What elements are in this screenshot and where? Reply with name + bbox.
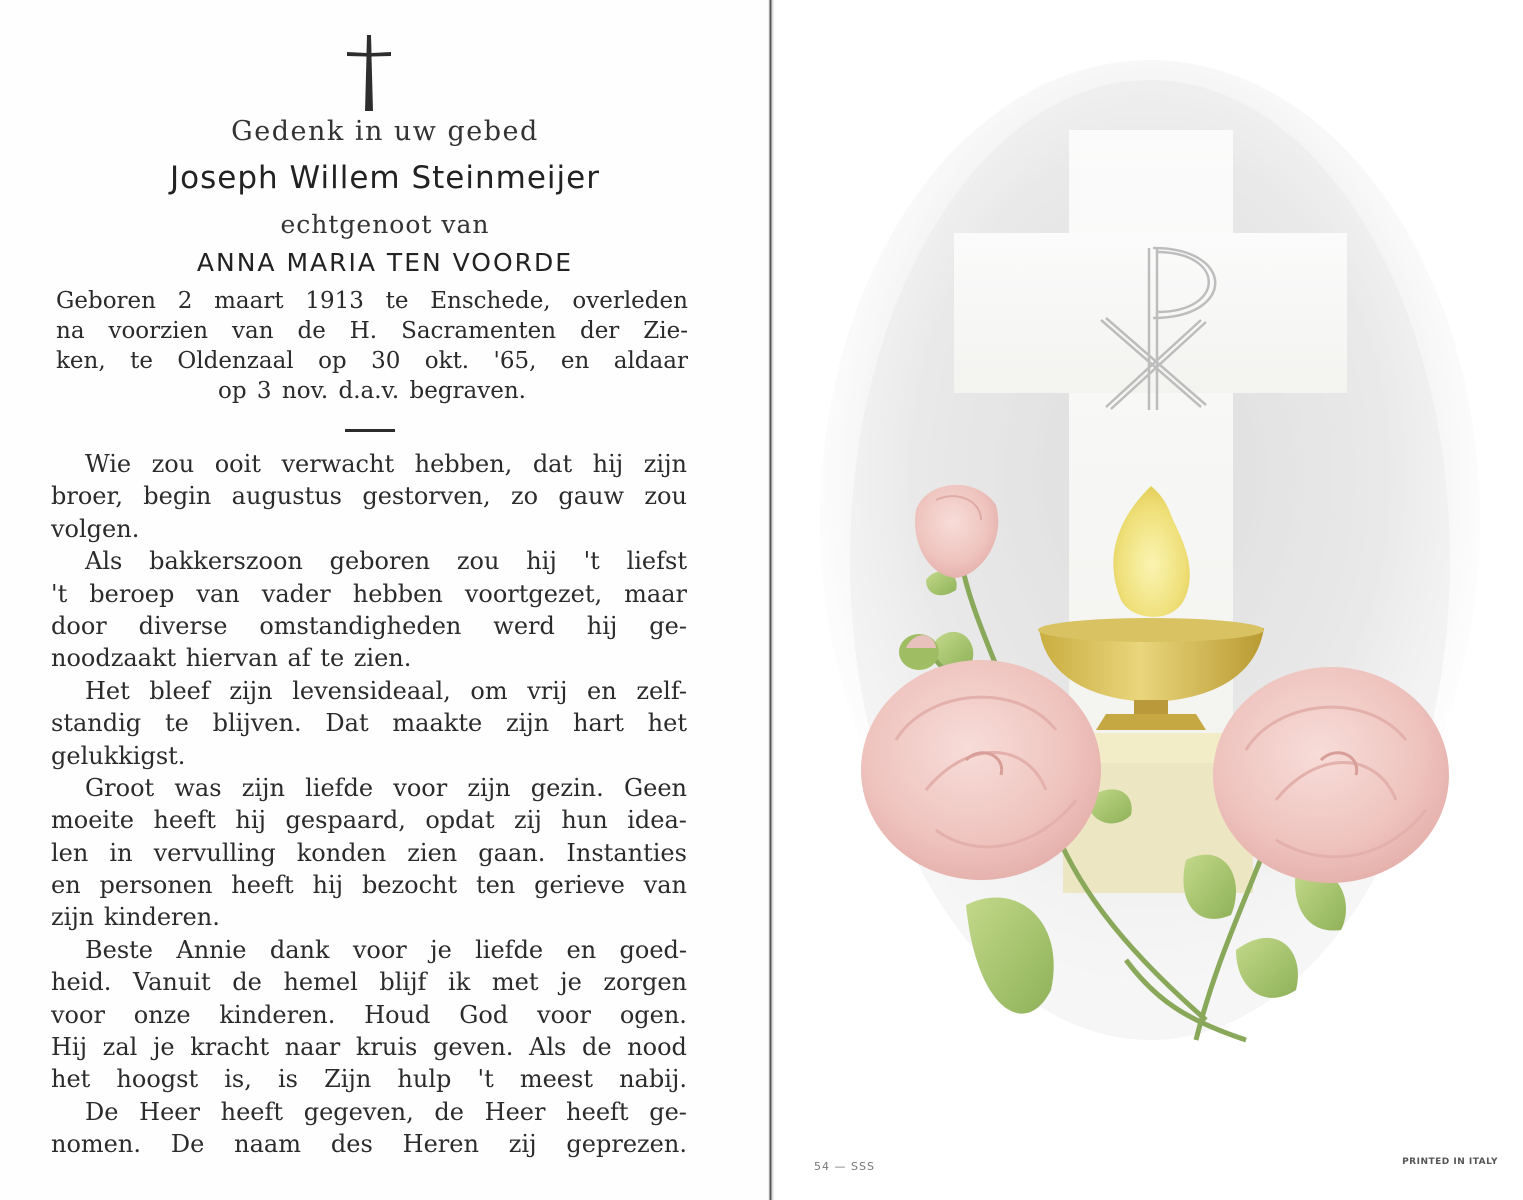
intro-line: Gedenk in uw gebed: [231, 116, 539, 147]
bio-line: Geboren 2 maart 1913 te Enschede, overleden: [56, 288, 688, 314]
tribute-line: De Heer heeft gegeven, de Heer heeft ge-: [85, 1097, 687, 1126]
bio-line: op 3 nov. d.a.v. begraven.: [218, 378, 526, 404]
tribute-line: zijn kinderen.: [51, 903, 220, 932]
deceased-name: Joseph Willem Steinmeijer: [170, 160, 600, 196]
tribute-line: door diverse omstandigheden werd hij ge-: [51, 611, 687, 640]
tribute-line: voor onze kinderen. Houd God voor ogen.: [51, 1000, 687, 1029]
print-code: 54 — SSS: [814, 1160, 875, 1173]
tribute-line: Beste Annie dank voor je liefde en goed-: [85, 935, 687, 964]
tribute-line: Wie zou ooit verwacht hebben, dat hij zijn: [85, 450, 687, 478]
rose-left: [861, 660, 1101, 880]
bio-line: na voorzien van de H. Sacramenten der Zie-: [56, 318, 688, 344]
tribute-line: standig te blijven. Dat maakte zijn hart het: [51, 709, 687, 738]
biography-block: [56, 286, 688, 406]
print-origin: PRINTED IN ITALY: [1402, 1157, 1498, 1167]
tribute-line: len in vervulling konden zien gaan. Instanties: [51, 838, 687, 867]
tribute-line: noodzaakt hiervan af te zien.: [51, 644, 412, 673]
spouse-name: ANNA MARIA TEN VOORDE: [196, 248, 574, 277]
tribute-line: moeite heeft hij gespaard, opdat zij hun idea-: [51, 806, 687, 835]
tribute-line: 't beroep van vader hebben voortgezet, maar: [51, 579, 687, 608]
tribute-line: nomen. De naam des Heren zij geprezen.: [51, 1130, 687, 1159]
bio-line: ken, te Oldenzaal op 30 okt. '65, en aldaar: [56, 348, 688, 374]
tribute-line: het hoogst is, is Zijn hulp 't meest nabij.: [51, 1065, 687, 1094]
tribute-line: broer, begin augustus gestorven, zo gauw zou: [51, 482, 687, 511]
spouse-intro: echtgenoot van: [280, 210, 490, 239]
divider-rule: [345, 429, 395, 432]
tribute-line: volgen.: [51, 514, 140, 543]
tribute-line: Als bakkerszoon geboren zou hij 't liefst: [85, 547, 687, 576]
rose-right: [1213, 667, 1449, 883]
cross-icon: [343, 33, 395, 113]
devotional-illustration: [776, 0, 1523, 1200]
illustration-panel: [776, 0, 1523, 1200]
tribute-text: [51, 448, 687, 1161]
tribute-line: gelukkigst.: [51, 741, 186, 770]
tribute-line: en personen heeft hij bezocht ten gerieve van: [51, 871, 687, 900]
tribute-line: Het bleef zijn levensideaal, om vrij en zelf-: [85, 676, 687, 705]
card-fold: [768, 0, 776, 1200]
tribute-line: Groot was zijn liefde voor zijn gezin. Geen: [85, 773, 687, 802]
tribute-line: heid. Vanuit de hemel blijf ik met je zorgen: [51, 968, 687, 997]
tribute-line: Hij zal je kracht naar kruis geven. Als de nood: [51, 1033, 687, 1062]
